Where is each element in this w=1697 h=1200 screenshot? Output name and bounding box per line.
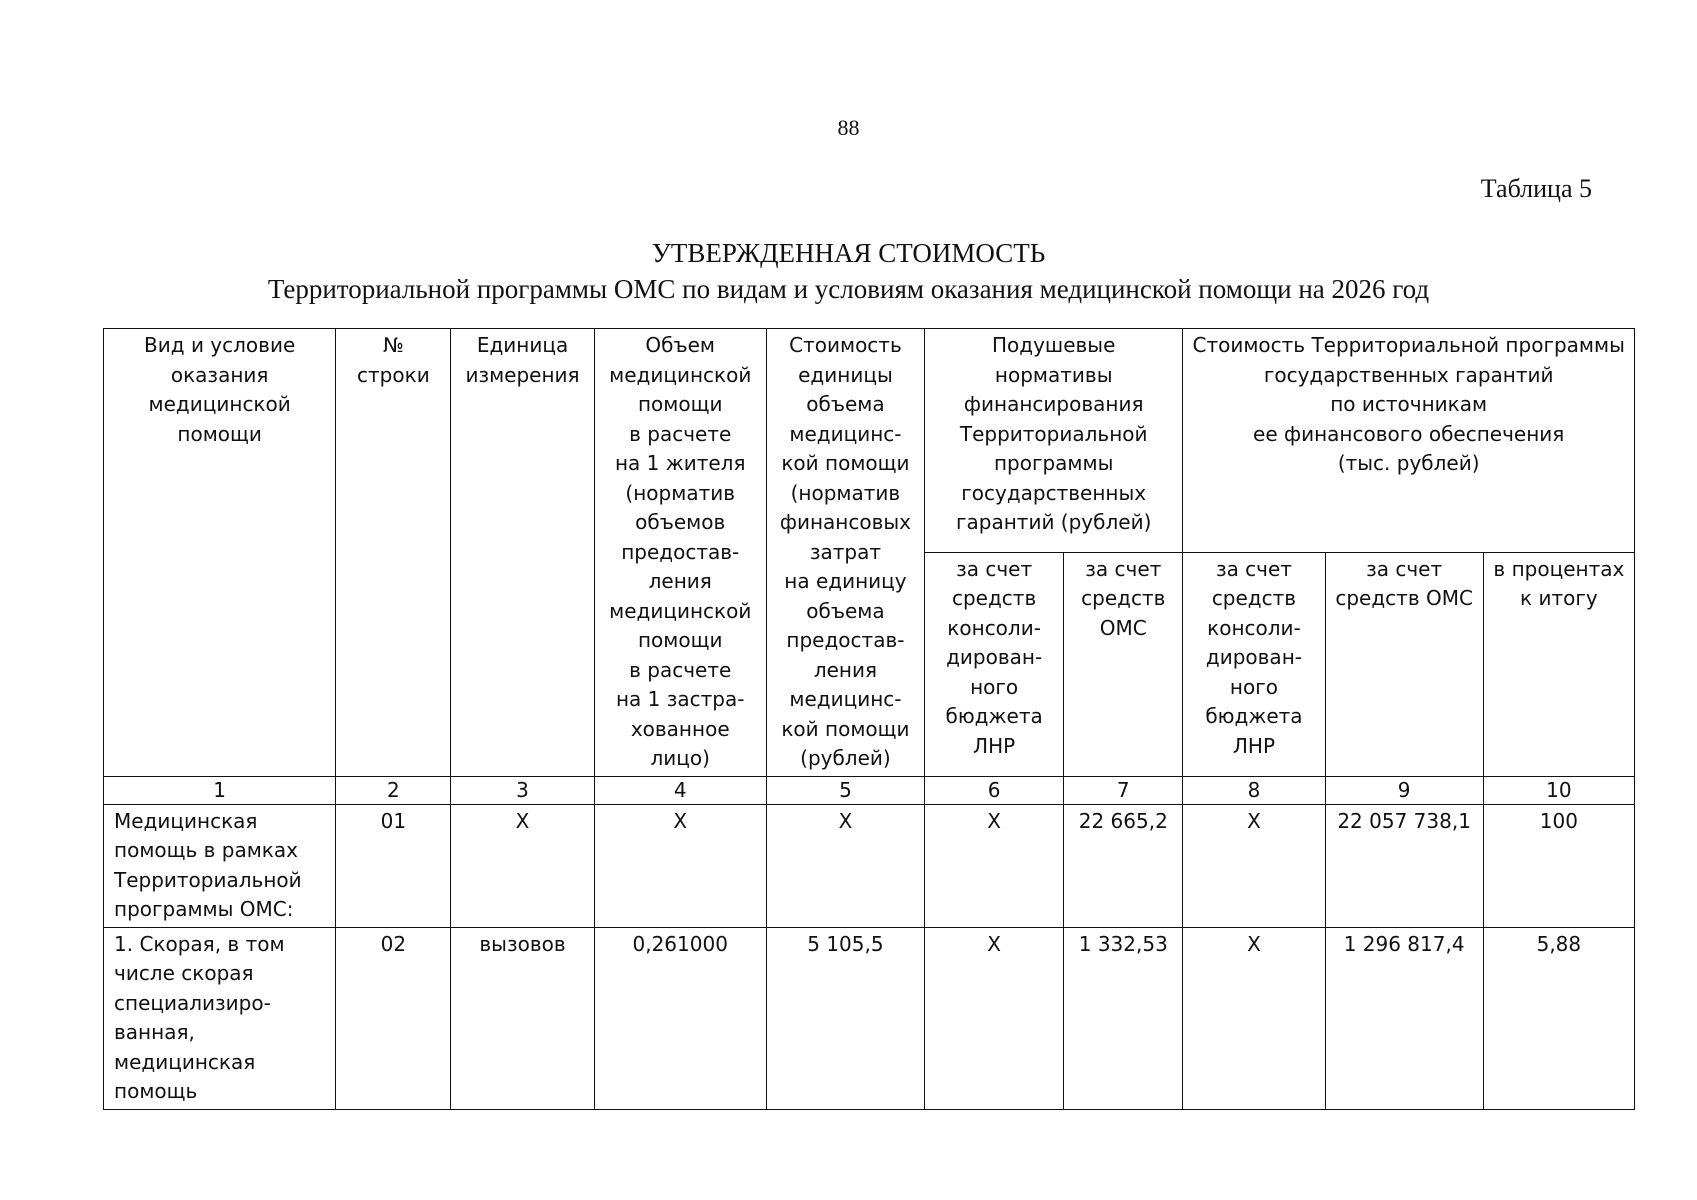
row-cell: 1 332,53 xyxy=(1064,927,1183,1109)
title-line-2: Территориальной программы ОМС по видам и условиям оказания медицинской помощи на 2026 год xyxy=(267,274,1430,304)
row-cell: 02 xyxy=(336,927,451,1109)
row-cell: 0,261000 xyxy=(594,927,766,1109)
column-number: 10 xyxy=(1483,776,1634,804)
header-per-capita-oms: за счет средств ОМС xyxy=(1064,552,1183,776)
page-number: 88 xyxy=(837,115,860,140)
header-row-1 xyxy=(104,329,1635,553)
header-cost-oms: за счет средств ОМС xyxy=(1325,552,1483,776)
column-number: 1 xyxy=(104,776,336,804)
row-cell: X xyxy=(1183,927,1325,1109)
row-cell: X xyxy=(925,927,1064,1109)
header-volume: Объем медицинской помощи в расчете на 1 жителя (норматив объемов предостав- ления медицинской помощи в расчете на 1 застра- хованное лицо) xyxy=(594,329,766,777)
row-cell: 01 xyxy=(336,804,451,927)
row-cell: X xyxy=(1183,804,1325,927)
column-number-row xyxy=(104,776,1635,804)
column-number: 9 xyxy=(1325,776,1483,804)
row-name: 1. Скорая, в том числе скорая специализиро- ванная, медицинская помощь xyxy=(104,927,336,1109)
column-number: 7 xyxy=(1064,776,1183,804)
row-cell: X xyxy=(594,804,766,927)
header-unit-cost: Стоимость единицы объема медицинс- кой помощи (норматив финансовых затрат на единицу объема предостав- ления медицинс- кой помощи (рублей) xyxy=(766,329,924,777)
column-number: 8 xyxy=(1183,776,1325,804)
row-cell: X xyxy=(925,804,1064,927)
cost-table xyxy=(103,328,1635,1110)
table-row xyxy=(104,927,1635,1109)
table-label: Таблица 5 xyxy=(1480,174,1592,203)
table-row xyxy=(104,804,1635,927)
row-cell: X xyxy=(766,804,924,927)
row-cell: 5,88 xyxy=(1483,927,1634,1109)
header-unit: Единица измерения xyxy=(451,329,594,777)
row-cell: 100 xyxy=(1483,804,1634,927)
column-number: 3 xyxy=(451,776,594,804)
header-per-capita-budget: за счет средств консоли- дирован- ного бюджета ЛНР xyxy=(925,552,1064,776)
column-number: 6 xyxy=(925,776,1064,804)
title-line-1: УТВЕРЖДЕННАЯ СТОИМОСТЬ xyxy=(651,238,1046,268)
row-cell: 1 296 817,4 xyxy=(1325,927,1483,1109)
header-cost-budget: за счет средств консоли- дирован- ного бюджета ЛНР xyxy=(1183,552,1325,776)
header-type-condition: Вид и условие оказания медицинской помощи xyxy=(104,329,336,777)
document-title xyxy=(0,235,1697,307)
row-cell: 22 665,2 xyxy=(1064,804,1183,927)
row-cell: вызовов xyxy=(451,927,594,1109)
row-cell: 22 057 738,1 xyxy=(1325,804,1483,927)
row-cell: X xyxy=(451,804,594,927)
row-name: Медицинская помощь в рамках Территориальной программы ОМС: xyxy=(104,804,336,927)
header-program-cost-group: Стоимость Территориальной программы государственных гарантий по источникам ее финансового обеспечения (тыс. рублей) xyxy=(1183,329,1635,553)
row-cell: 5 105,5 xyxy=(766,927,924,1109)
header-row-number: № строки xyxy=(336,329,451,777)
column-number: 4 xyxy=(594,776,766,804)
header-cost-percent: в процентах к итогу xyxy=(1483,552,1634,776)
column-number: 5 xyxy=(766,776,924,804)
column-number: 2 xyxy=(336,776,451,804)
header-per-capita-group: Подушевые нормативы финансирования Территориальной программы государственных гарантий (рублей) xyxy=(925,329,1183,553)
